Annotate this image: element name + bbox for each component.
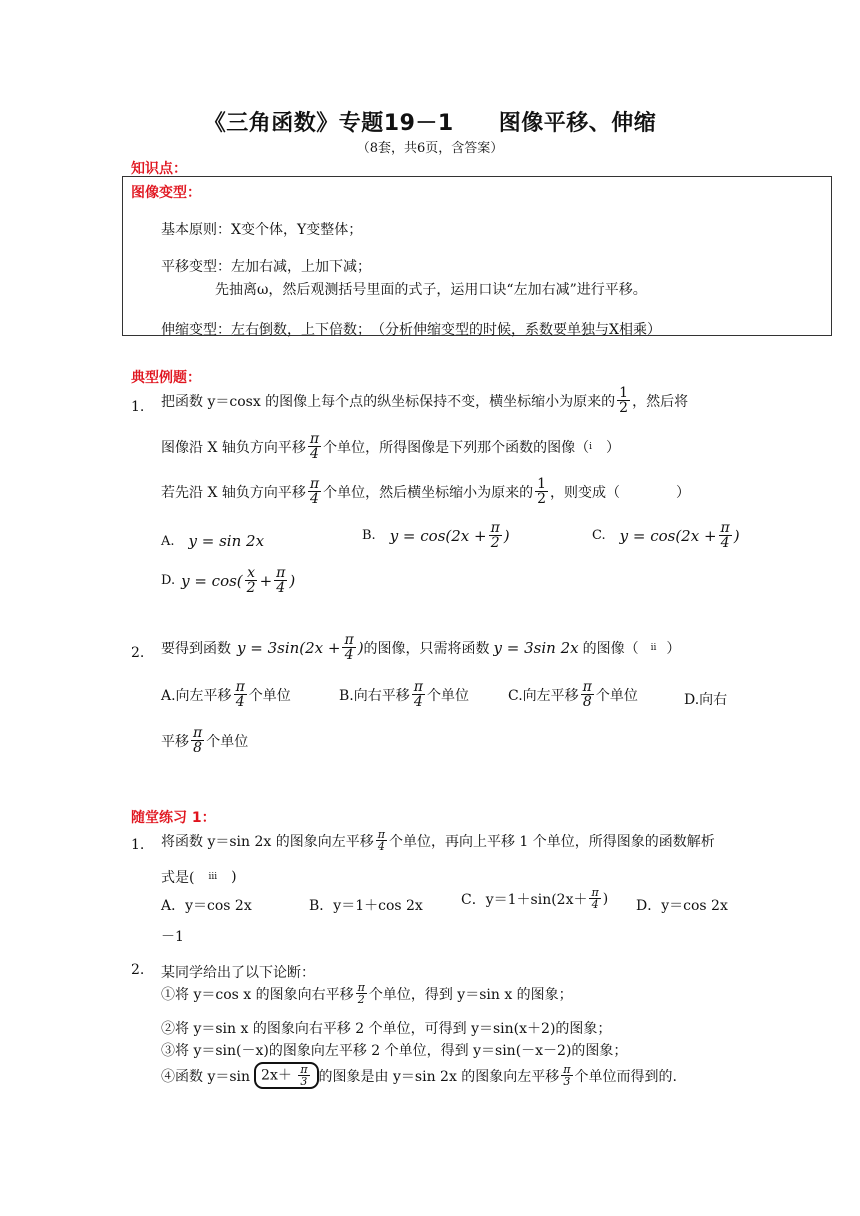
example-2-text-1a: 要得到函数 (161, 640, 231, 657)
option-c-label: C. (592, 528, 606, 543)
example-1-text-3c: ，则变成（ ） (550, 484, 690, 501)
page-title: 《三角函数》专题19－1 图像平移、伸缩 (203, 111, 657, 136)
option-b-text: B.向右平移 (339, 687, 410, 704)
fraction-pi-over-8: $\frac{\pi}{8}$ (582, 679, 592, 710)
unit-text: 个单位 (248, 687, 291, 704)
close-paren: ) (733, 526, 740, 545)
statement-4-inner: 2x＋ (261, 1067, 292, 1084)
example-1-option-c (592, 521, 740, 550)
practice-2-statement-2: ②将 y＝sin x 的图象向右平移 2 个单位，可得到 y＝sin(x＋2)的图象； (161, 1021, 612, 1037)
example-1-text-1b: ，然后将 (632, 393, 689, 410)
example-1-option-d (161, 566, 295, 595)
knowledge-line-3: 先抽离ω，然后观测括号里面的式子，运用口诀“左加右减”进行平移。 (215, 282, 647, 298)
example-1-text-2b: 个单位，所得图像是下列那个函数的图像（ (323, 439, 590, 456)
example-1-line-2 (161, 432, 620, 461)
option-b-label: B. (362, 528, 376, 543)
statement-4-text-a: ④函数 y＝sin (161, 1068, 251, 1085)
practice-2-number: 2. (131, 962, 145, 978)
fraction-pi-over-2: $\frac{\pi}{2}$ (490, 520, 500, 551)
statement-1-text-b: 个单位，得到 y＝sin x 的图象； (368, 986, 573, 1003)
fraction-pi-over-8: $\frac{\pi}{8}$ (193, 725, 203, 756)
example-2-number: 2. (131, 645, 145, 661)
example-1-option-a (161, 532, 264, 550)
practice-1-line-1 (161, 829, 715, 852)
knowledge-line-2: 平移变型：左加右减，上加下减； (161, 259, 371, 275)
example-1-text-1a: 把函数 y＝cosx 的图像上每个点的纵坐标保持不变，横坐标缩小为原来的 (161, 393, 616, 410)
fraction-pi-over-4: $\frac{\pi}{4}$ (309, 431, 320, 462)
endnote-marker: iii (208, 872, 218, 882)
example-2-text-1c: 的图像（ (582, 640, 639, 657)
example-2-option-d: D.向右 (684, 692, 728, 708)
unit-text: 个单位 (595, 687, 638, 704)
example-2-option-d-cont (161, 726, 248, 755)
example-2-option-c (508, 680, 638, 709)
fraction-pi-over-4: $\frac{\pi}{4}$ (276, 565, 286, 596)
knowledge-line-1: 基本原则：X变个体，Y变整体； (161, 222, 363, 238)
fraction-pi-over-4: $\frac{\pi}{4}$ (591, 886, 599, 911)
practice-1-text-1a: 将函数 y＝sin 2x 的图象向左平移 (161, 833, 374, 850)
option-c-text: C．y＝1＋sin(2x＋ (461, 891, 588, 908)
example-2-formula-1: y = 3sin(2x + (237, 638, 341, 657)
practice-1-option-c (461, 887, 608, 910)
close-paren: ) (357, 638, 364, 657)
example-2-formula-2: y = 3sin 2x (493, 638, 579, 657)
practice-1-option-d: D．y＝cos 2x (636, 898, 728, 914)
option-c-text: C.向左平移 (508, 687, 579, 704)
option-a-formula: y = sin 2x (188, 532, 265, 550)
option-d-formula: y = cos( (181, 571, 243, 590)
example-2-text-1d: ） (666, 640, 681, 657)
example-1-text-3b: 个单位，然后横坐标缩小为原来的 (323, 484, 534, 501)
practice-1-option-d-cont: －1 (161, 929, 184, 945)
fraction-pi-over-4: $\frac{\pi}{4}$ (377, 828, 385, 853)
example-1-line-3 (161, 477, 690, 506)
knowledge-line-4: 伸缩变型：左右倒数，上下倍数； （分析伸缩变型的时候，系数要单独与X相乘） (161, 322, 661, 338)
page-subtitle: （8套，共6页，含答案） (356, 141, 504, 156)
option-d-label: D. (161, 573, 176, 588)
examples-heading: 典型例题： (131, 370, 201, 386)
option-d-cont-text: 平移 (161, 733, 189, 750)
option-a-label: A. (161, 533, 175, 549)
practice-2-statement-1 (161, 982, 573, 1005)
example-1-option-b (362, 521, 510, 550)
practice-1-line-2 (161, 867, 237, 887)
practice-1-option-a: A．y＝cos 2x (161, 898, 252, 914)
fraction-x-over-2: $\frac{x}{2}$ (246, 565, 256, 596)
practice-2-intro: 某同学给出了以下论断： (161, 965, 315, 981)
example-1-number: 1. (131, 399, 145, 415)
fraction-pi-over-4: $\frac{\pi}{4}$ (235, 679, 245, 710)
knowledge-heading: 知识点： (131, 161, 187, 177)
practice-1-text-2: 式是( (161, 870, 195, 886)
example-1-text-2a: 图像沿 X 轴负方向平移 (161, 439, 306, 456)
fraction-one-half: $\frac{1}{2}$ (619, 385, 629, 416)
close-paren: ) (289, 571, 296, 590)
statement-4-text-b: 的图象是由 y＝sin 2x 的图象向左平移 (318, 1068, 560, 1085)
option-b-formula: y = cos(2x + (389, 526, 487, 545)
practice-1-text-1b: 个单位，再向上平移 1 个单位，所得图象的函数解析 (388, 833, 715, 850)
fraction-pi-over-2: $\frac{\pi}{2}$ (357, 981, 365, 1006)
fraction-pi-over-3: $\frac{\pi}{3}$ (300, 1063, 308, 1088)
fraction-pi-over-4: $\frac{\pi}{4}$ (720, 520, 730, 551)
example-1-text-3a: 若先沿 X 轴负方向平移 (161, 484, 306, 501)
practice-1-option-b: B．y＝1＋cos 2x (309, 898, 423, 914)
practice-2-statement-3: ③将 y＝sin(－x)的图象向左平移 2 个单位，得到 y＝sin(－x－2)的图象； (161, 1043, 628, 1059)
practice-2-statement-4 (161, 1062, 677, 1089)
close-paren: ) (503, 526, 510, 545)
knowledge-box-title: 图像变型： (131, 185, 201, 201)
practice-1-text-2b: ) (231, 869, 237, 885)
example-2-line-1 (161, 633, 680, 662)
option-c-formula: y = cos(2x + (619, 526, 717, 545)
endnote-marker: i (589, 441, 592, 452)
example-2-option-a (161, 680, 291, 709)
example-2-option-b (339, 680, 469, 709)
big-parentheses (254, 1062, 319, 1089)
plus-sign: + (259, 571, 273, 590)
close-paren: ) (602, 890, 609, 907)
example-1-line-1 (161, 386, 688, 415)
example-2-text-1b: 的图像，只需将函数 (363, 640, 490, 657)
fraction-pi-over-4: $\frac{\pi}{4}$ (344, 632, 354, 663)
practice-1-number: 1. (131, 837, 145, 853)
fraction-pi-over-4: $\frac{\pi}{4}$ (309, 476, 320, 507)
option-a-text: A.向左平移 (161, 687, 232, 704)
statement-4-text-c: 个单位而得到的. (574, 1068, 677, 1085)
fraction-one-half: $\frac{1}{2}$ (537, 476, 546, 507)
practice-heading: 随堂练习 1： (131, 810, 216, 826)
endnote-marker: ii (650, 642, 657, 653)
fraction-pi-over-4: $\frac{\pi}{4}$ (413, 679, 423, 710)
example-1-text-2c: ） (605, 439, 620, 456)
unit-text: 个单位 (206, 733, 249, 750)
unit-text: 个单位 (426, 687, 469, 704)
fraction-pi-over-3: $\frac{\pi}{3}$ (563, 1063, 571, 1088)
statement-1-text-a: ①将 y＝cos x 的图象向右平移 (161, 986, 354, 1003)
